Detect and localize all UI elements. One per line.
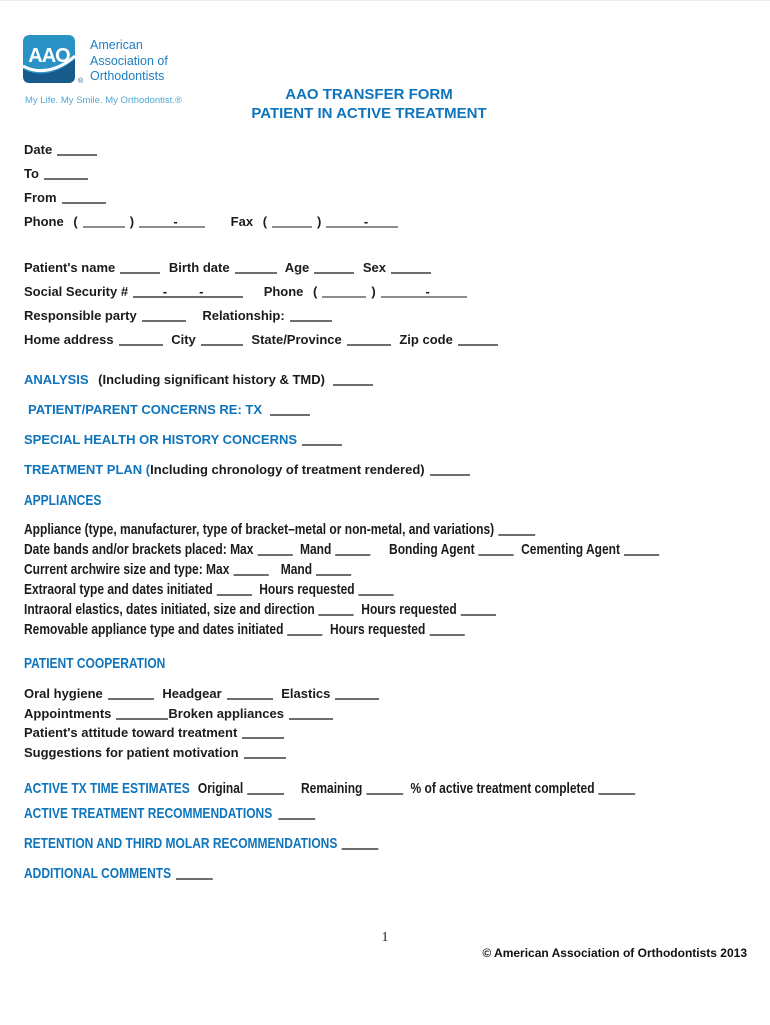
- archwire-mand-blank[interactable]: [316, 562, 351, 576]
- extraoral-hours-label: Hours requested: [259, 581, 355, 598]
- removable-hours-blank[interactable]: [429, 622, 464, 636]
- elastics-label: Elastics: [281, 686, 331, 701]
- birth-date-label: Birth date: [168, 260, 230, 275]
- registered-trademark-icon: ®: [78, 78, 84, 85]
- ssn-label: Social Security #: [24, 284, 129, 299]
- row-removable: [24, 620, 469, 639]
- remaining-label: Remaining: [301, 780, 363, 797]
- special-health-blank[interactable]: [302, 432, 342, 446]
- age-blank[interactable]: [314, 260, 354, 274]
- to-blank[interactable]: [44, 166, 88, 180]
- bonding-agent-blank[interactable]: [479, 542, 514, 556]
- row-to: [24, 164, 93, 182]
- motivation-label: Suggestions for patient motivation: [24, 745, 239, 760]
- row-hygiene: [24, 684, 384, 702]
- broken-appliances-blank[interactable]: [289, 706, 333, 720]
- percent-completed-blank[interactable]: [599, 781, 636, 795]
- active-treatment-recs-heading: ACTIVE TREATMENT RECOMMENDATIONS: [24, 805, 273, 822]
- treatment-plan-note: Including chronology of treatment rendered): [150, 462, 425, 477]
- date-label: Date: [24, 142, 53, 157]
- row-active-treatment-recs: [24, 804, 319, 823]
- phone-label: Phone: [24, 214, 64, 229]
- elastics-blank[interactable]: [335, 686, 379, 700]
- fax-hyphen: -: [363, 214, 369, 229]
- city-label: City: [171, 332, 196, 347]
- date-bands-mand-label: Mand: [299, 541, 332, 558]
- form-title: [24, 85, 714, 123]
- row-special-health: [24, 430, 347, 448]
- home-address-blank[interactable]: [119, 332, 163, 346]
- attitude-label: Patient's attitude toward treatment: [24, 725, 238, 740]
- analysis-blank[interactable]: [333, 372, 373, 386]
- date-bands-max-label: Date bands and/or brackets placed: Max: [24, 541, 254, 558]
- to-label: To: [24, 166, 39, 181]
- org-name: [90, 38, 168, 85]
- responsible-party-blank[interactable]: [142, 308, 186, 322]
- fax-area-code-blank[interactable]: [272, 214, 312, 228]
- copyright-notice: © American Association of Orthodontists 2013: [482, 946, 747, 960]
- oral-hygiene-blank[interactable]: [108, 686, 154, 700]
- row-extraoral: [24, 580, 398, 599]
- percent-completed-label: % of active treatment completed: [410, 780, 595, 797]
- date-blank[interactable]: [57, 142, 97, 156]
- row-patient-name: [24, 258, 436, 276]
- responsible-party-label: Responsible party: [24, 308, 137, 323]
- birth-date-blank[interactable]: [235, 260, 277, 274]
- fax-number-blank[interactable]: [326, 214, 398, 228]
- patient-phone-hyphen: -: [425, 284, 430, 299]
- intraoral-hours-label: Hours requested: [361, 601, 457, 618]
- fax-paren-open: (: [262, 214, 268, 229]
- fax-paren-close: ): [317, 214, 322, 229]
- patient-parent-concerns-blank[interactable]: [270, 402, 310, 416]
- zip-code-label: Zip code: [399, 332, 453, 347]
- archwire-max-label: Current archwire size and type: Max: [24, 561, 230, 578]
- logo-acronym: AAO: [28, 45, 70, 67]
- patient-phone-paren-open: (: [313, 284, 318, 299]
- form-title-line1: AAO TRANSFER FORM: [285, 86, 453, 103]
- additional-comments-heading: ADDITIONAL COMMENTS: [24, 865, 172, 882]
- city-blank[interactable]: [201, 332, 243, 346]
- analysis-note: (Including significant history & TMD): [98, 372, 325, 387]
- zip-code-blank[interactable]: [458, 332, 498, 346]
- analysis-heading: ANALYSIS: [24, 372, 89, 387]
- appointments-label: Appointments: [24, 706, 112, 721]
- row-ssn-phone: [24, 282, 467, 300]
- date-bands-max-blank[interactable]: [257, 542, 292, 556]
- broken-appliances-label: Broken appliances: [168, 706, 284, 721]
- row-motivation: [24, 743, 291, 761]
- ssn-hyphen: -: [162, 284, 168, 299]
- patient-cooperation-heading: PATIENT COOPERATION: [24, 655, 166, 672]
- phone-paren-open: (: [73, 214, 78, 229]
- row-responsible-party: [24, 306, 337, 324]
- org-name-line: American: [90, 38, 143, 52]
- archwire-max-blank[interactable]: [233, 562, 268, 576]
- row-additional-comments: [24, 864, 217, 883]
- row-archwire: [24, 560, 355, 579]
- row-appliances-heading: [24, 492, 101, 510]
- relationship-blank[interactable]: [290, 308, 332, 322]
- original-label: Original: [197, 780, 244, 797]
- org-name-line: Orthodontists: [90, 69, 165, 83]
- row-appliance-type: [24, 520, 539, 539]
- patient-phone-label: Phone: [263, 284, 304, 299]
- patient-parent-concerns-heading: PATIENT/PARENT CONCERNS RE: TX: [28, 402, 263, 417]
- form-title-line2: PATIENT IN ACTIVE TREATMENT: [251, 105, 487, 122]
- age-label: Age: [284, 260, 310, 275]
- brand-tagline: My Life. My Smile. My Orthodontist.®: [25, 95, 182, 106]
- org-name-line: Association of: [90, 53, 168, 68]
- phone-number-blank[interactable]: [139, 214, 205, 228]
- relationship-label: Relationship:: [202, 308, 285, 323]
- row-phone-fax: [24, 212, 398, 230]
- page-number: 1: [381, 930, 389, 945]
- aao-logo-icon: [23, 35, 75, 83]
- treatment-plan-blank[interactable]: [430, 462, 470, 476]
- fax-label: Fax: [230, 214, 254, 229]
- sex-blank[interactable]: [391, 260, 431, 274]
- intraoral-blank[interactable]: [319, 602, 354, 616]
- row-home-address: [24, 330, 503, 348]
- ssn-blank[interactable]: [133, 284, 243, 298]
- patient-phone-paren-close: ): [371, 284, 376, 299]
- patient-phone-number-blank[interactable]: [381, 284, 467, 298]
- phone-hyphen: -: [173, 214, 178, 229]
- row-appointments: [24, 704, 338, 722]
- phone-area-code-blank[interactable]: [83, 214, 125, 228]
- intraoral-hours-blank[interactable]: [461, 602, 496, 616]
- removable-hours-label: Hours requested: [329, 621, 426, 638]
- archwire-mand-label: Mand: [280, 561, 313, 578]
- row-date-bands: [24, 540, 663, 559]
- row-treatment-plan: [24, 460, 475, 478]
- row-attitude: [24, 723, 289, 741]
- patients-name-label: Patient's name: [24, 260, 116, 275]
- original-blank[interactable]: [247, 781, 284, 795]
- ssn-hyphen: -: [199, 284, 204, 299]
- appliance-type-label: Appliance (type, manufacturer, type of bracket–metal or non-metal, and variations): [24, 521, 495, 538]
- retention-recs-blank[interactable]: [341, 836, 378, 850]
- date-bands-mand-blank[interactable]: [335, 542, 370, 556]
- row-retention-recs: [24, 834, 382, 853]
- cementing-agent-label: Cementing Agent: [521, 541, 620, 558]
- row-patient-parent-concerns: [28, 400, 315, 418]
- treatment-plan-heading: TREATMENT PLAN (: [24, 462, 151, 477]
- headgear-blank[interactable]: [227, 686, 273, 700]
- row-intraoral: [24, 600, 500, 619]
- extraoral-hours-blank[interactable]: [359, 582, 394, 596]
- intraoral-label: Intraoral elastics, dates initiated, size and direction: [24, 601, 315, 618]
- active-tx-heading: ACTIVE TX TIME ESTIMATES: [24, 780, 190, 797]
- remaining-blank[interactable]: [366, 781, 403, 795]
- from-label: From: [24, 190, 57, 205]
- cementing-agent-blank[interactable]: [624, 542, 659, 556]
- oral-hygiene-label: Oral hygiene: [24, 686, 103, 701]
- extraoral-blank[interactable]: [217, 582, 252, 596]
- state-province-blank[interactable]: [347, 332, 391, 346]
- active-treatment-recs-blank[interactable]: [279, 806, 316, 820]
- bonding-agent-label: Bonding Agent: [389, 541, 475, 558]
- row-active-tx: [24, 779, 639, 798]
- headgear-label: Headgear: [162, 686, 222, 701]
- from-blank[interactable]: [62, 190, 106, 204]
- patient-phone-area-blank[interactable]: [322, 284, 366, 298]
- row-analysis: [24, 370, 378, 388]
- special-health-heading: SPECIAL HEALTH OR HISTORY CONCERNS: [24, 432, 298, 447]
- row-from: [24, 188, 111, 206]
- appliance-type-blank[interactable]: [498, 522, 535, 536]
- row-cooperation-heading: [24, 655, 165, 673]
- removable-blank[interactable]: [287, 622, 322, 636]
- motivation-blank[interactable]: [244, 745, 286, 759]
- appliances-heading: APPLIANCES: [24, 492, 102, 509]
- home-address-label: Home address: [24, 332, 114, 347]
- patients-name-blank[interactable]: [120, 260, 160, 274]
- retention-recs-heading: RETENTION AND THIRD MOLAR RECOMMENDATIONS: [24, 835, 338, 852]
- appointments-blank[interactable]: [116, 706, 168, 720]
- sex-label: Sex: [362, 260, 387, 275]
- removable-label: Removable appliance type and dates initiated: [24, 621, 284, 638]
- state-province-label: State/Province: [251, 332, 342, 347]
- extraoral-label: Extraoral type and dates initiated: [24, 581, 213, 598]
- attitude-blank[interactable]: [242, 725, 284, 739]
- row-date: [24, 140, 102, 158]
- phone-paren-close: ): [129, 214, 135, 229]
- additional-comments-blank[interactable]: [176, 866, 213, 880]
